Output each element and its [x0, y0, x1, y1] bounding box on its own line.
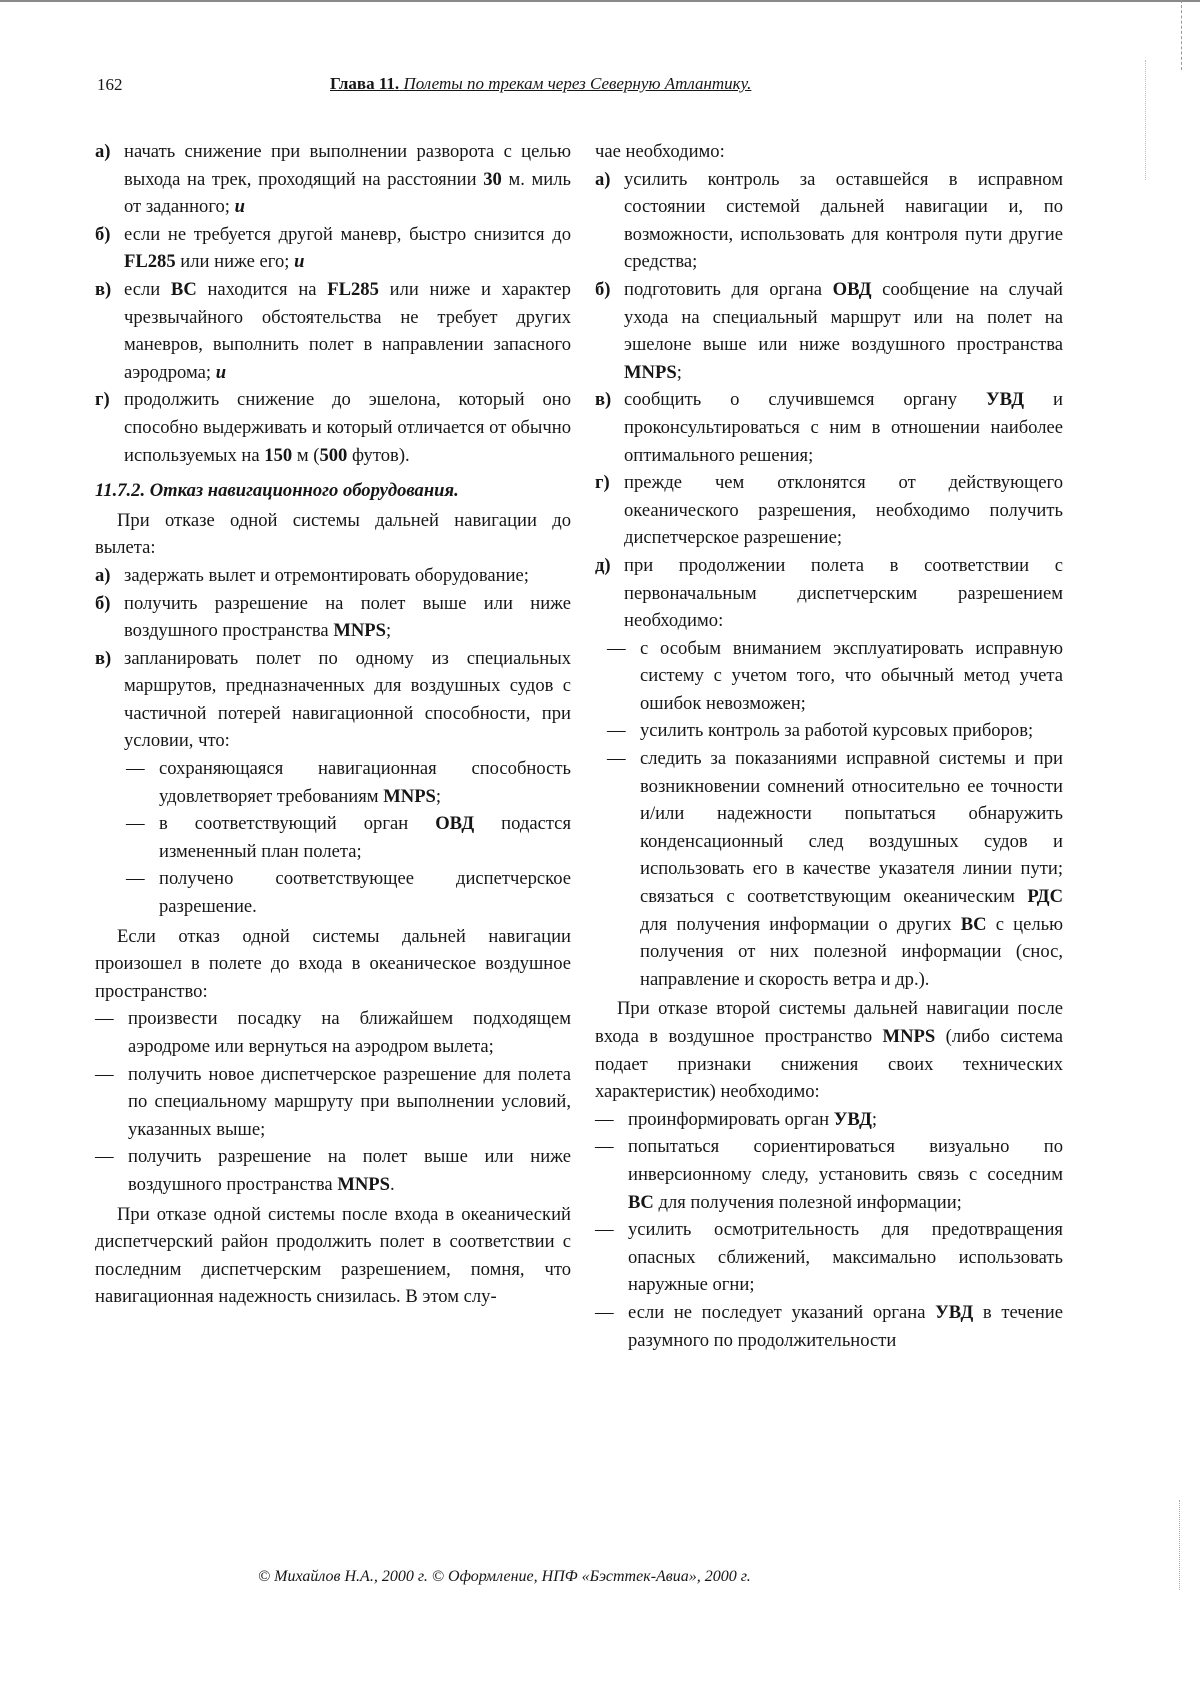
dash-item-text: попытаться сориентироваться визуально по инверсионному следу, установить связь с соседним ВС для получения полезной информации; — [628, 1136, 1063, 1213]
paragraph: При отказе одной системы дальней навигации до вылета: — [95, 509, 571, 559]
list-marker: б) — [595, 278, 611, 300]
list-marker: а) — [95, 564, 111, 586]
paragraph: При отказе одной системы после входа в океанический диспетчерский район продолжить полет в соответствии с последним диспетчерским разрешением, помня, что навигационная надежность снизилась. В этом слу- — [95, 1203, 571, 1308]
dash-marker: — — [595, 1301, 614, 1323]
dash-marker: — — [607, 720, 626, 742]
dash-item-text: получено соответствующее диспетчерское разрешение. — [159, 868, 571, 918]
dash-item-text: следить за показаниями исправной системы и при возникновении сомнений относительно ее точности и/или надежности попытаться обнаружить конденсационный след воздушных судов и использовать его в качестве указателя линии пути; связаться с соответствующим океаническим РДС для получения информации о других ВС с целью получения от них полезной информации (снос, направление и скорость ветра и др.). — [640, 748, 1064, 990]
list-marker: б) — [95, 592, 111, 614]
scan-border-top — [0, 0, 1200, 2]
list-item — [95, 276, 571, 386]
list-item — [95, 221, 571, 276]
dash-item-text: в соответствующий орган ОВД подастся измененный план полета; — [159, 813, 571, 862]
scan-edge-mark — [1178, 1500, 1180, 1590]
dash-marker: — — [595, 1136, 614, 1158]
section-heading: 11.7.2. Отказ навигационного оборудования. — [95, 480, 459, 502]
dash-item — [595, 1216, 1063, 1299]
list-marker: в) — [95, 278, 112, 300]
dash-item-text: получить новое диспетчерское разрешение для полета по специальному маршруту при выполнении условий, указанных выше; — [128, 1063, 571, 1140]
dash-item — [607, 717, 1063, 745]
list-item-text: сообщить о случившемся органу УВД и проконсультироваться с ним в отношении наиболее оптимального решения; — [624, 389, 1063, 466]
dash-marker: — — [607, 748, 626, 770]
dash-marker: — — [95, 1063, 114, 1085]
dash-marker: — — [126, 813, 145, 835]
list-marker: д) — [595, 554, 611, 576]
list-item — [95, 562, 571, 590]
list-item — [95, 590, 571, 645]
running-header — [330, 74, 751, 94]
dash-item — [607, 745, 1063, 993]
list-item-text: если не требуется другой маневр, быстро снизится до FL285 или ниже его; и — [124, 223, 571, 273]
dash-item-text: получить разрешение на полет выше или ниже воздушного пространства MNPS. — [128, 1146, 571, 1195]
dash-item — [95, 1005, 571, 1060]
scan-edge-mark — [1180, 0, 1182, 70]
list-item-text: прежде чем отклонятся от действующего океанического разрешения, необходимо получить диспетчерское разрешение; — [624, 472, 1063, 549]
paragraph: Если отказ одной системы дальней навигации произошел в полете до входа в океаническое воздушное пространство: — [95, 925, 571, 1002]
paragraph: При отказе второй системы дальней навигации после входа в воздушное пространство MNPS (либо система подает признаки снижения своих технических характеристик) необходимо: — [595, 998, 1063, 1103]
list-marker: в) — [95, 647, 112, 669]
dash-marker: — — [595, 1108, 614, 1130]
list-marker: а) — [595, 168, 611, 190]
dash-item-text: с особым вниманием эксплуатировать исправную систему с учетом того, что обычный метод учета ошибок невозможен; — [640, 637, 1063, 714]
list-item-text: запланировать полет по одному из специальных маршрутов, предназначенных для воздушных судов с частичной потерей навигационной способности, при условии, что: — [124, 647, 571, 752]
list-marker: г) — [595, 472, 610, 494]
dash-item — [607, 635, 1063, 718]
list-item-text: задержать вылет и отремонтировать оборудование; — [124, 564, 529, 586]
dash-item — [595, 1299, 1063, 1354]
dash-item-text: произвести посадку на ближайшем подходящем аэродроме или вернуться на аэродром вылета; — [128, 1008, 571, 1057]
list-item-text: получить разрешение на полет выше или ниже воздушного пространства MNPS; — [124, 592, 571, 642]
scan-edge-mark — [1144, 60, 1146, 180]
list-item-text: если ВС находится на FL285 или ниже и характер чрезвычайного обстоятельства не требует других маневров, выполнить полет в направлении запасного аэродрома; и — [124, 278, 571, 383]
dash-item — [126, 865, 571, 920]
list-item — [595, 276, 1063, 386]
list-item-text: начать снижение при выполнении разворота с целью выхода на трек, проходящий на расстоянии 30 м. миль от заданного; и — [124, 141, 571, 218]
page-number: 162 — [97, 75, 123, 94]
dash-item-text: если не последует указаний органа УВД в течение разумного по продолжительности — [628, 1301, 1063, 1351]
list-item-text: усилить контроль за оставшейся в исправном состоянии системой дальней навигации и, по возможности, использовать для контроля пути другие средства; — [624, 168, 1063, 273]
dash-marker: — — [95, 1146, 114, 1168]
dash-item-text: усилить контроль за работой курсовых приборов; — [640, 720, 1034, 742]
chapter-title: Полеты по трекам через Северную Атлантику. — [403, 74, 752, 93]
list-item-text: при продолжении полета в соответствии с первоначальным диспетчерским разрешением необходимо: — [624, 554, 1063, 632]
list-marker: а) — [95, 141, 111, 162]
list-marker: г) — [95, 389, 110, 411]
list-marker: б) — [95, 223, 111, 245]
list-marker: в) — [595, 389, 612, 411]
dash-marker: — — [607, 637, 626, 659]
dash-marker: — — [95, 1008, 114, 1030]
copyright-footer: © Михайлов Н.А., 2000 г. © Оформление, НПФ «Бэсттек-Авиа», 2000 г. — [258, 1568, 751, 1585]
dash-marker: — — [595, 1219, 614, 1241]
dash-item — [595, 1106, 1063, 1134]
dash-item-text: сохраняющаяся навигационная способность удовлетворяет требованиям MNPS; — [159, 758, 571, 807]
left-column — [95, 138, 571, 1311]
dash-item-text: проинформировать орган УВД; — [628, 1108, 878, 1130]
dash-item — [95, 1143, 571, 1198]
list-item-text: подготовить для органа ОВД сообщение на случай ухода на специальный маршрут или на полет на эшелоне выше или ниже воздушного пространства MNPS; — [624, 278, 1063, 383]
list-item — [95, 138, 571, 221]
paragraph-continuation: чае необходимо: — [595, 141, 725, 162]
chapter-label: Глава 11. — [330, 74, 400, 93]
dash-item — [126, 810, 571, 865]
list-item — [595, 552, 1063, 635]
dash-marker: — — [126, 868, 145, 890]
list-item — [595, 166, 1063, 276]
list-item — [95, 386, 571, 469]
dash-item — [126, 755, 571, 810]
dash-item — [95, 1061, 571, 1144]
list-item — [595, 386, 1063, 469]
list-item — [595, 469, 1063, 552]
dash-item — [595, 1133, 1063, 1216]
list-item-text: продолжить снижение до эшелона, который оно способно выдерживать и который отличается от обычно используемых на 150 м (500 футов). — [124, 389, 571, 466]
right-column — [595, 138, 1063, 1354]
dash-marker: — — [126, 758, 145, 780]
list-item — [95, 645, 571, 755]
dash-item-text: усилить осмотрительность для предотвращения опасных сближений, максимально использовать наружные огни; — [628, 1219, 1063, 1296]
